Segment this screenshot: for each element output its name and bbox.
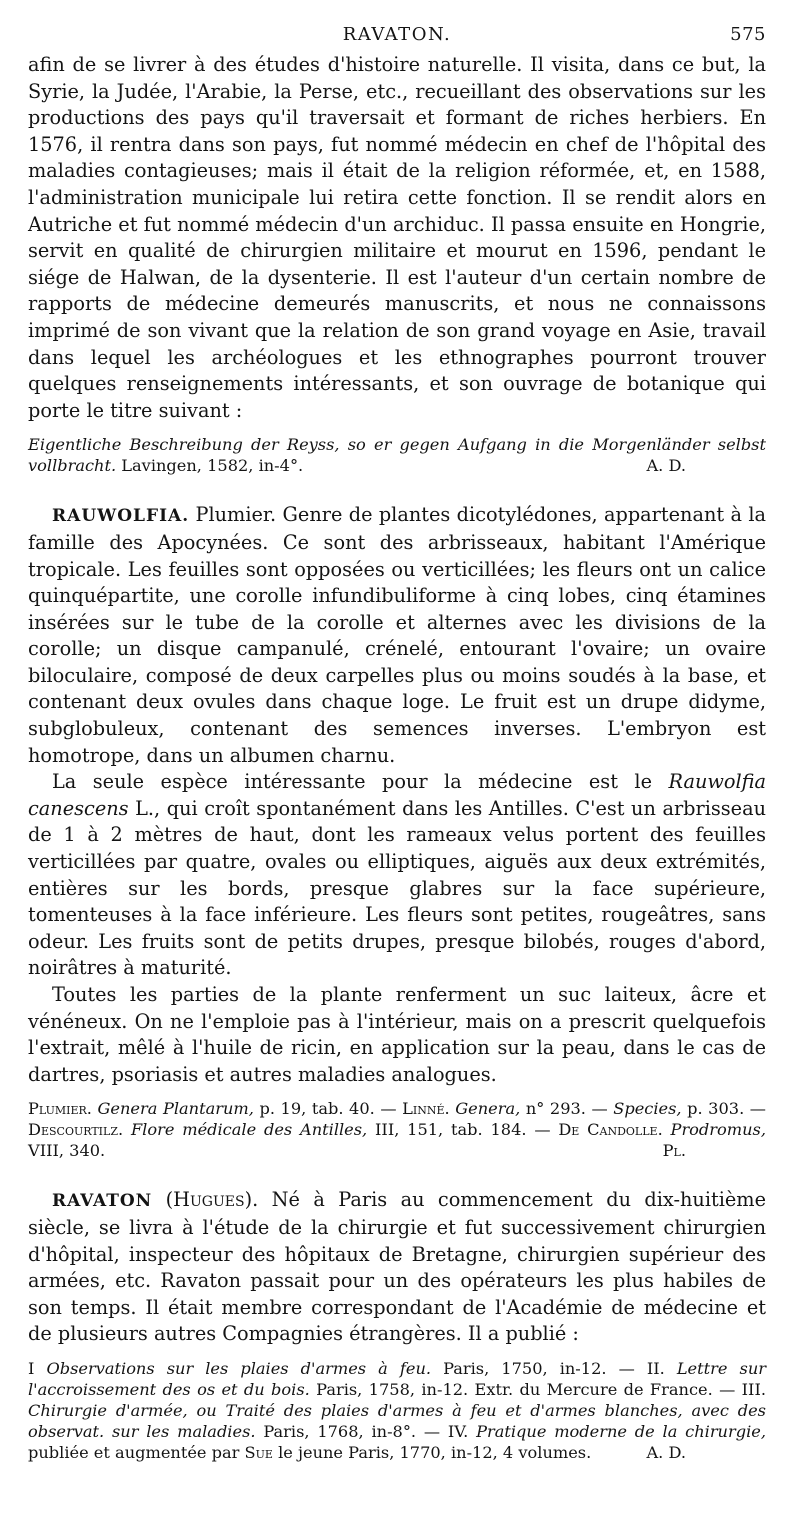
bibliography-rauwolf bbox=[28, 434, 766, 476]
ref-author: Descourtilz. bbox=[28, 1120, 124, 1140]
work-detail: Paris, 1768, in-8°. — IV. bbox=[255, 1421, 477, 1441]
headword-rauwolfia: RAUWOLFIA. bbox=[52, 506, 190, 527]
ravaton-entry bbox=[28, 1187, 766, 1348]
ravaton-works bbox=[28, 1358, 766, 1463]
page-number: 575 bbox=[730, 24, 766, 45]
work-detail: Paris, 1750, in-12. — II. bbox=[431, 1358, 677, 1378]
spacer bbox=[28, 1161, 766, 1187]
work-title: Chirurgie d'armée, ou Traité des plaies d'armes à feu et d'armes blanches, avec des observat. sur les maladies. bbox=[28, 1400, 766, 1441]
author-signature: Pl. bbox=[662, 1141, 686, 1161]
biblio-title: Eigentliche Beschreibung der Reyss, so er gegen Aufgang in die Morgenländer selbst vollbracht. bbox=[28, 435, 766, 476]
author-signature: A. D. bbox=[646, 1442, 686, 1462]
ref-title: Genera, bbox=[455, 1099, 521, 1119]
running-title: RAVATON. bbox=[342, 24, 452, 45]
rauwolfia-usage-paragraph: Toutes les parties de la plante renferment un suc laiteux, âcre et vénéneux. On ne l'emploie pas à l'intérieur, mais on a prescrit quelquefois l'extrait, mêlé à l'huile de ricin, en application sur la peau, dans le cas de dartres, psoriasis et autres maladies analogues. bbox=[28, 983, 766, 1086]
ravaton-firstname: (Hugues). bbox=[152, 1188, 259, 1212]
ref-detail: p. 19, tab. 40. — bbox=[253, 1099, 403, 1119]
rauwolfia-text: Plumier. Genre de plantes dicotylédones, appartenant à la famille des Apocynées. Ce sont des arbrisseaux, habitant l'Amérique tropicale. Les feuilles sont opposées ou verticillées; les fleurs ont un calice quinquépartite, une corolle infundibuliforme à cinq lobes, cinq étamines insérées sur le tube de la corolle et alternes avec les divisions de la corolle; un disque campanulé, crénelé, entourant l'ovaire; un ovaire biloculaire, composé de deux carpelles plus ou moins soudés à la base, et contenant deux ovules dans chaque loge. Le fruit est un drupe didyme, subglobuleux, contenant des semences inverses. L'embryon est homotrope, dans un albumen charnu. bbox=[28, 503, 766, 767]
ref-author: Sue bbox=[244, 1442, 273, 1462]
ref-author: Linné. bbox=[402, 1099, 450, 1119]
ref-title: Prodromus, bbox=[670, 1120, 766, 1140]
species-name: Rauwolfia canescens bbox=[28, 770, 766, 820]
rauwolf-continuation-paragraph: afin de se livrer à des études d'histoire naturelle. Il visita, dans ce but, la Syrie, la Judée, l'Arabie, la Perse, etc., recueillant des observations sur les productions des pays qu'il traversait et formant de riches herbiers. En 1576, il rentra dans son pays, fut nommé médecin en chef de l'hôpital des maladies contagieuses; mais il était de la religion réformée, et, en 1588, l'administration municipale lui retira cette fonction. Il se rendit alors en Autriche et fut nommé médecin d'un archiduc. Il passa ensuite en Hongrie, servit en qualité de chirurgien militaire et mourut en 1596, pendant le siége de Halwan, de la dysenterie. Il est l'auteur d'un certain nombre de rapports de médecine demeurés manuscrits, et nous ne connaissons imprimé de son vivant que la relation de son grand voyage en Asie, travail dans lequel les archéologues et les ethnographes pourront trouver quelques renseignements intéressants, et son ouvrage de botanique qui porte le titre suivant : bbox=[28, 53, 766, 422]
ref-detail: III, 151, tab. 184. — bbox=[367, 1120, 559, 1140]
text-span: L., qui croît spontanément dans les Antilles. C'est un arbrisseau de 1 à 2 mètres de haut, dont les rameaux velus portent des feuilles verticillées par quatre, ovales ou elliptiques, aiguës aux deux extrémités, entières sur les bords, presque glabres sur la face supérieure, tomenteuses à la face inférieure. Les fleurs sont petites, rougeâtres, sans odeur. Les fruits sont de petits drupes, presque bilobés, rouges d'abord, noirâtres à maturité. bbox=[28, 796, 766, 980]
author-signature: A. D. bbox=[646, 456, 686, 476]
ref-detail: VIII, 340. bbox=[28, 1141, 106, 1161]
work-title: Lettre sur l'accroissement des os et du bois. bbox=[28, 1358, 766, 1399]
work-title: Observations sur les plaies d'armes à feu. bbox=[46, 1358, 432, 1378]
running-header bbox=[28, 22, 766, 52]
ref-author: Plumier. bbox=[28, 1099, 92, 1119]
work-detail: publiée et augmentée par bbox=[28, 1442, 245, 1462]
spacer bbox=[28, 476, 766, 502]
rauwolfia-species-paragraph bbox=[28, 769, 766, 982]
work-title: Pratique moderne de la chirurgie, bbox=[476, 1421, 766, 1441]
rauwolfia-entry bbox=[28, 502, 766, 769]
rauwolfia-references bbox=[28, 1098, 766, 1161]
ravaton-text: Né à Paris au commencement du dix-huitième siècle, se livra à l'étude de la chirurgie et fut successivement chirurgien d'hôpital, inspecteur des hôpitaux de Bretagne, chirurgien supérieur des armées, etc. Ravaton passait pour un des opérateurs les plus habiles de son temps. Il était membre correspondant de l'Académie de médecine et de plusieurs autres Compagnies étrangères. Il a publié : bbox=[28, 1188, 766, 1346]
page bbox=[28, 22, 766, 1463]
work-detail: le jeune Paris, 1770, in-12, 4 volumes. bbox=[272, 1442, 592, 1462]
ref-author: De Candolle. bbox=[558, 1120, 663, 1140]
work-number: I bbox=[28, 1358, 47, 1378]
headword-ravaton: RAVATON bbox=[52, 1191, 153, 1212]
work-detail: Paris, 1758, in-12. Extr. du Mercure de France. — III. bbox=[309, 1379, 766, 1399]
ref-detail: n° 293. — bbox=[520, 1099, 614, 1119]
ref-title: Species, bbox=[613, 1099, 682, 1119]
ref-detail: p. 303. — bbox=[681, 1099, 766, 1119]
ref-title: Flore médicale des Antilles, bbox=[130, 1120, 368, 1140]
text-span: La seule espèce intéressante pour la médecine est le bbox=[52, 770, 669, 794]
biblio-details: Lavingen, 1582, in-4°. bbox=[116, 456, 304, 476]
ref-title: Genera Plantarum, bbox=[97, 1099, 254, 1119]
